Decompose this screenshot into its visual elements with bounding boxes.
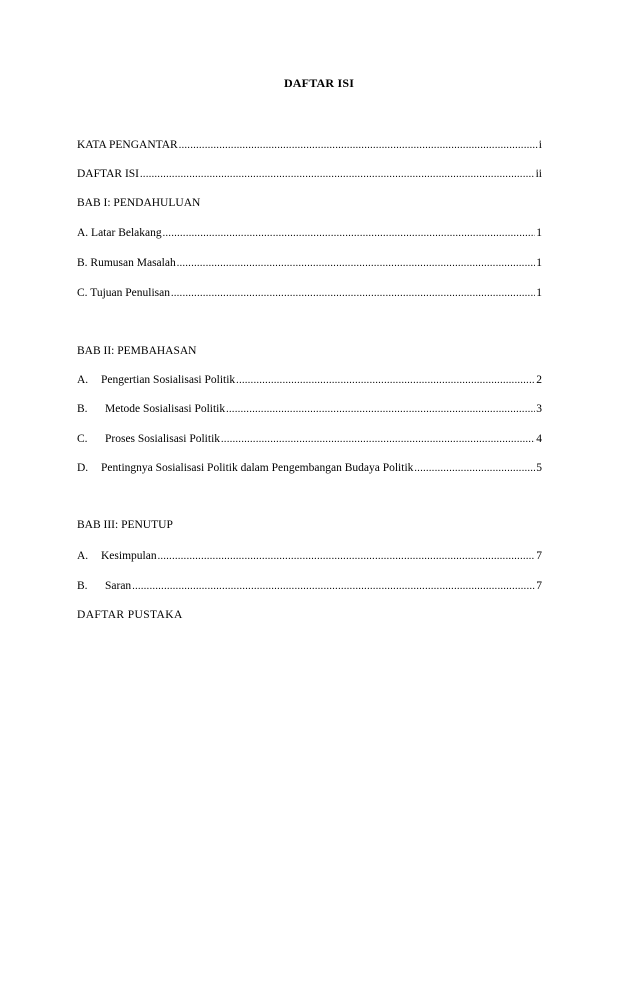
toc-entry-label: Pengertian Sosialisasi Politik [101, 374, 236, 386]
dot-leader [158, 549, 536, 565]
toc-entry-number: D. [77, 462, 89, 474]
toc-entry-number: C. [77, 433, 88, 445]
toc-entry-label: Saran [105, 580, 132, 592]
toc-page-number: 2 [536, 374, 542, 386]
toc-entry-label: Metode Sosialisasi Politik [105, 403, 226, 415]
toc-entry-kata-pengantar [77, 137, 542, 153]
toc-page-number: 7 [536, 580, 542, 592]
toc-entry-kesimpulan [77, 548, 542, 564]
toc-entry-tujuan-penulisan [77, 285, 542, 301]
dot-leader [132, 579, 535, 595]
toc-entry-daftar-isi [77, 166, 542, 182]
toc-page-number: 7 [536, 550, 542, 562]
chapter-heading-bab-2: BAB II: PEMBAHASAN [77, 345, 197, 357]
toc-page-number: ii [535, 168, 542, 180]
chapter-heading-bab-1: BAB I: PENDAHULUAN [77, 197, 201, 209]
dot-leader [163, 226, 536, 242]
dot-leader [221, 432, 535, 448]
toc-entry-label: Pentingnya Sosialisasi Politik dalam Pengembangan Budaya Politik [101, 462, 414, 474]
toc-entry-number: A. [77, 550, 89, 562]
toc-entry-label: Kesimpulan [101, 550, 157, 562]
toc-entry-pentingnya [77, 460, 542, 476]
toc-entry-label: C. Tujuan Penulisan [77, 287, 170, 299]
toc-entry-number: B. [77, 580, 88, 592]
toc-entry-saran [77, 578, 542, 594]
toc-page-number: 1 [536, 287, 542, 299]
toc-page-number: 1 [536, 257, 542, 269]
toc-entry-pengertian [77, 372, 542, 388]
toc-page-number: 3 [536, 403, 542, 415]
toc-entry-proses [77, 431, 542, 447]
toc-entry-latar-belakang [77, 225, 542, 241]
daftar-pustaka-heading: DAFTAR PUSTAKA [77, 609, 183, 621]
toc-entry-number: A. [77, 374, 89, 386]
toc-page-number: 4 [536, 433, 542, 445]
dot-leader [179, 138, 538, 154]
toc-entry-label: A. Latar Belakang [77, 227, 162, 239]
toc-entry-rumusan-masalah [77, 255, 542, 271]
dot-leader [236, 373, 535, 389]
toc-page-number: 1 [536, 227, 542, 239]
dot-leader [414, 461, 535, 477]
toc-entry-label: KATA PENGANTAR [77, 139, 178, 151]
toc-entry-label: B. Rumusan Masalah [77, 257, 176, 269]
dot-leader [171, 286, 535, 302]
toc-entry-label: Proses Sosialisasi Politik [105, 433, 221, 445]
toc-entry-metode [77, 401, 542, 417]
toc-entry-number: B. [77, 403, 88, 415]
dot-leader [140, 167, 535, 183]
chapter-heading-bab-3: BAB III: PENUTUP [77, 519, 173, 531]
dot-leader [226, 402, 535, 418]
toc-page-number: i [538, 139, 542, 151]
dot-leader [177, 256, 536, 272]
toc-page-number: 5 [536, 462, 542, 474]
page-title: DAFTAR ISI [283, 76, 355, 90]
toc-entry-label: DAFTAR ISI [77, 168, 140, 180]
